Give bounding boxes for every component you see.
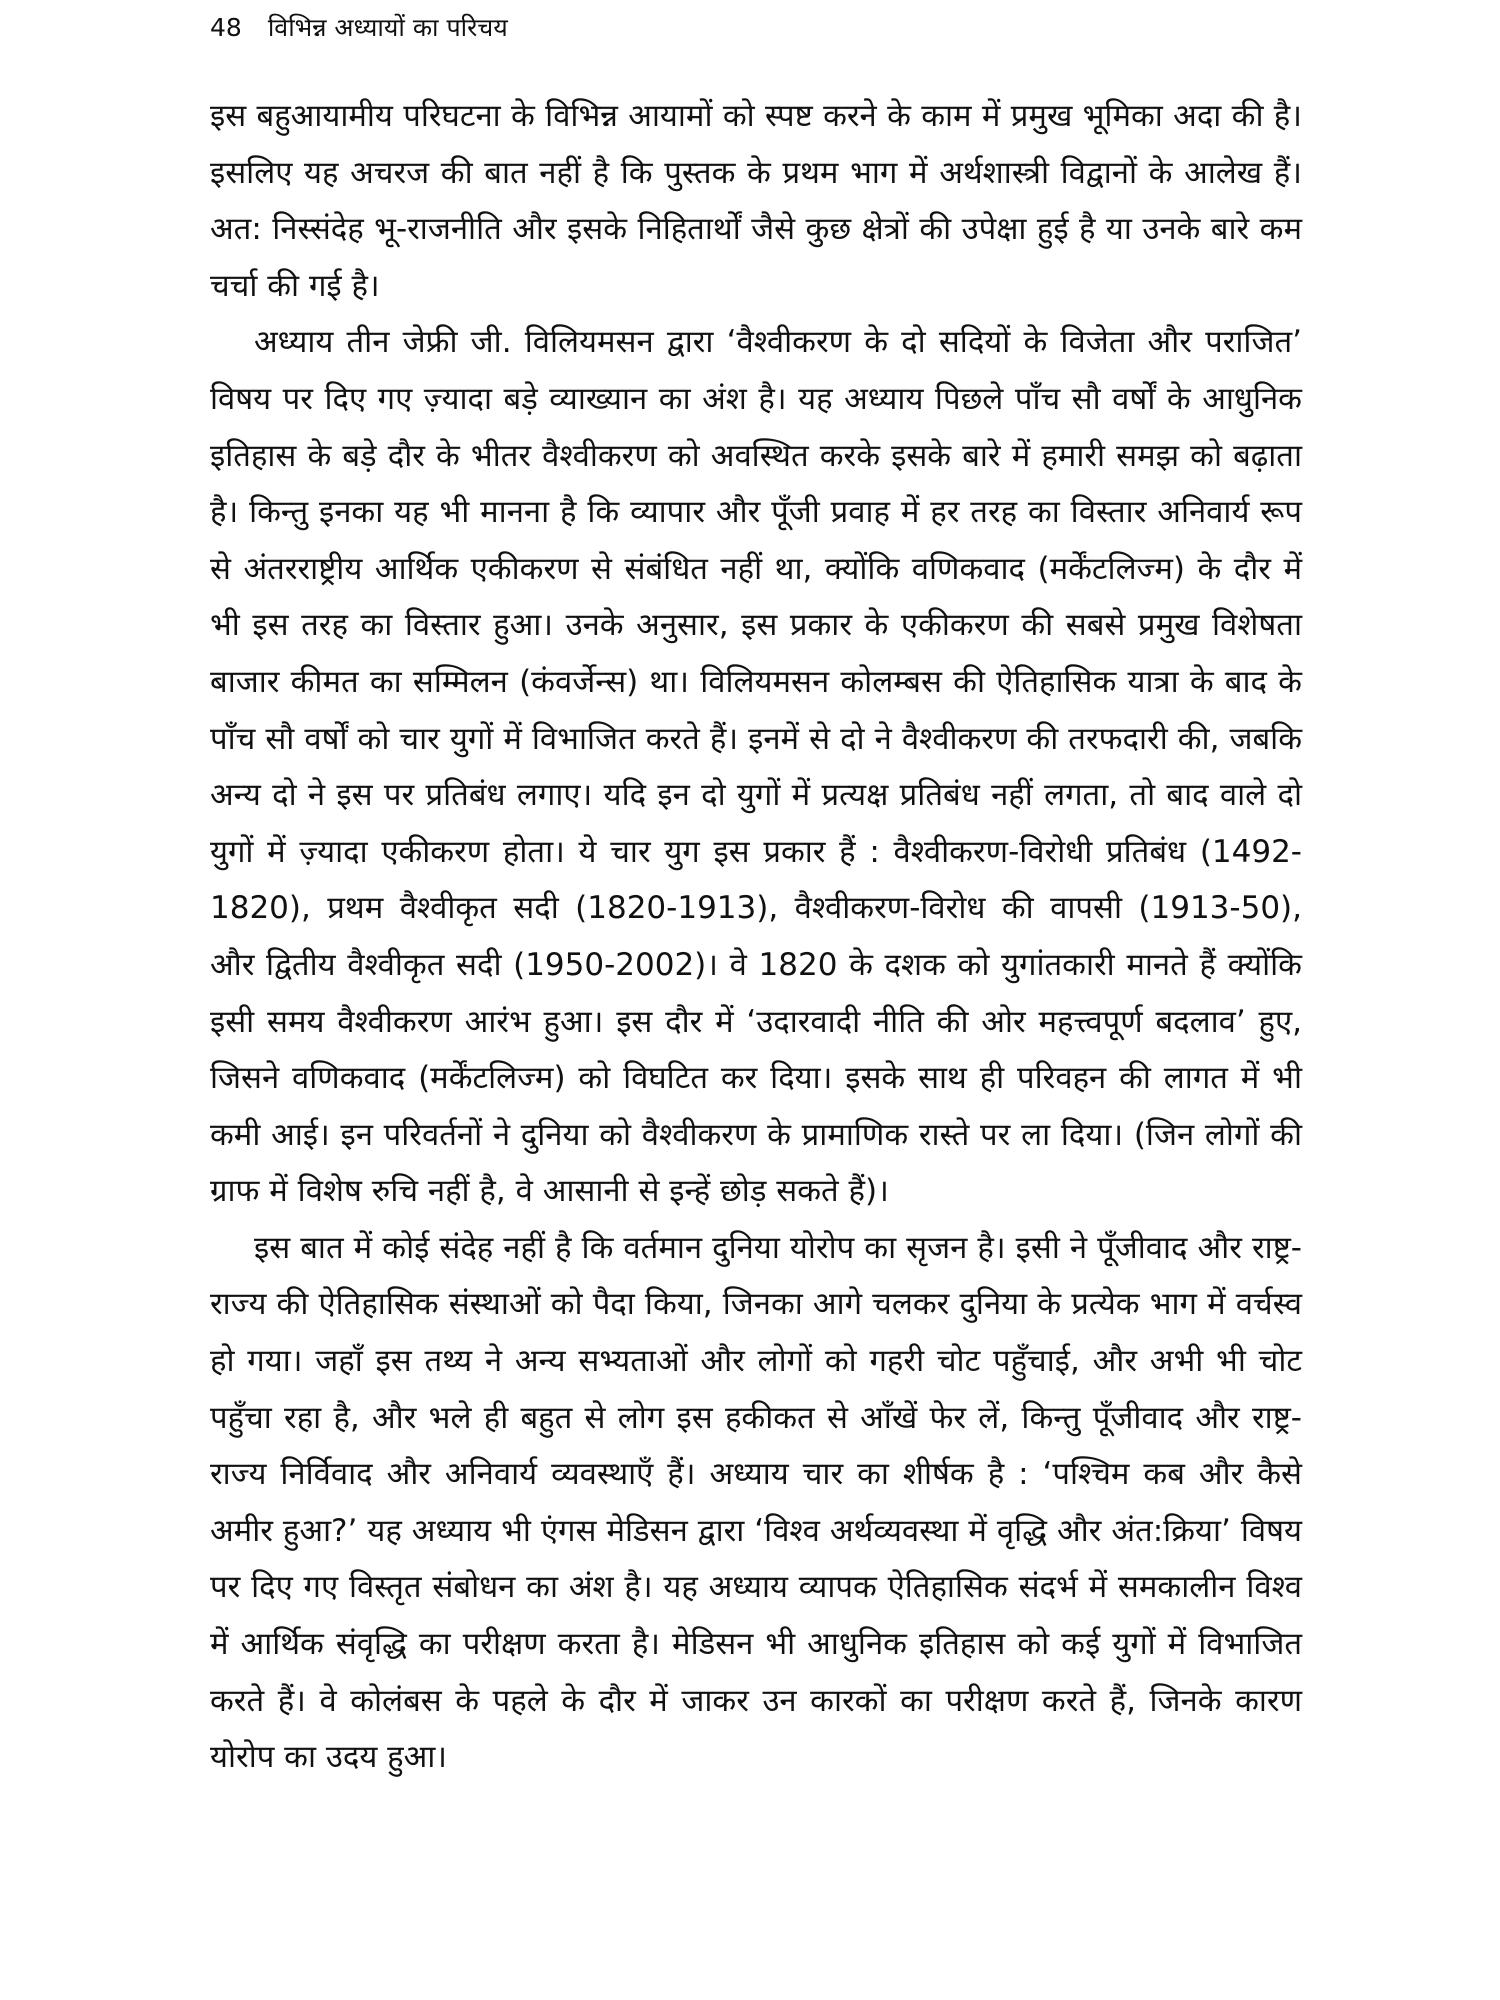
body-text: [210, 88, 1302, 1786]
paragraph-continued: इस बहुआयामीय परिघटना के विभिन्न आयामों को स्पष्ट करने के काम में प्रमुख भूमिका अदा की है। इसलिए यह अचरज की बात नहीं है कि पुस्तक के प्रथम भाग में अर्थशास्त्री विद्वानों के आलेख हैं। अत: निस्संदेह भू-राजनीति और इसके निहितार्थों जैसे कुछ क्षेत्रों की उपेक्षा हुई है या उनके बारे कम चर्चा की गई है।: [210, 98, 1302, 304]
page-number: 48: [210, 13, 242, 42]
paragraph-chapter-four: इस बात में कोई संदेह नहीं है कि वर्तमान दुनिया योरोप का सृजन है। इसी ने पूँजीवाद और राष्ट्र-राज्य की ऐतिहासिक संस्थाओं को पैदा किया, जिनका आगे चलकर दुनिया के प्रत्येक भाग में वर्चस्व हो गया। जहाँ इस तथ्य ने अन्य सभ्यताओं और लोगों को गहरी चोट पहुँचाई, और अभी भी चोट पहुँचा रहा है, और भले ही बहुत से लोग इस हकीकत से आँखें फेर लें, किन्तु पूँजीवाद और राष्ट्र-राज्य निर्विवाद और अनिवार्य व्यवस्थाएँ हैं। अध्याय चार का शीर्षक है : ‘पश्चिम कब और कैसे अमीर हुआ?’ यह अध्याय भी एंगस मेडिसन द्वारा ‘विश्व अर्थव्यवस्था में वृद्धि और अंत:क्रिया’ विषय पर दिए गए विस्तृत संबोधन का अंश है। यह अध्याय व्यापक ऐतिहासिक संदर्भ में समकालीन विश्व में आर्थिक संवृद्धि का परीक्षण करता है। मेडिसन भी आधुनिक इतिहास को कई युगों में विभाजित करते हैं। वे कोलंबस के पहले के दौर में जाकर उन कारकों का परीक्षण करते हैं, जिनके कारण योरोप का उदय हुआ।: [210, 1229, 1302, 1776]
running-title: विभिन्न अध्यायों का परिचय: [267, 13, 508, 42]
running-head: [210, 6, 508, 50]
paragraph-chapter-three: अध्याय तीन जेफ्री जी. विलियमसन द्वारा ‘वैश्वीकरण के दो सदियों के विजेता और पराजित’ विषय पर दिए गए ज़्यादा बड़े व्याख्यान का अंश है। यह अध्याय पिछले पाँच सौ वर्षों के आधुनिक इतिहास के बड़े दौर के भीतर वैश्वीकरण को अवस्थित करके इसके बारे में हमारी समझ को बढ़ाता है। किन्तु इनका यह भी मानना है कि व्यापार और पूँजी प्रवाह में हर तरह का विस्तार अनिवार्य रूप से अंतरराष्ट्रीय आर्थिक एकीकरण से संबंधित नहीं था, क्योंकि वणिकवाद (मर्केंटलिज्म) के दौर में भी इस तरह का विस्तार हुआ। उनके अनुसार, इस प्रकार के एकीकरण की सबसे प्रमुख विशेषता बाजार कीमत का सम्मिलन (कंवर्जेन्स) था। विलियमसन कोलम्बस की ऐतिहासिक यात्रा के बाद के पाँच सौ वर्षों को चार युगों में विभाजित करते हैं। इनमें से दो ने वैश्वीकरण की तरफदारी की, जबकि अन्य दो ने इस पर प्रतिबंध लगाए। यदि इन दो युगों में प्रत्यक्ष प्रतिबंध नहीं लगता, तो बाद वाले दो युगों में ज़्यादा एकीकरण होता। ये चार युग इस प्रकार हैं : वैश्वीकरण-विरोधी प्रतिबंध (1492-1820), प्रथम वैश्वीकृत सदी (1820-1913), वैश्वीकरण-विरोध की वापसी (1913-50), और द्वितीय वैश्वीकृत सदी (1950-2002)। वे 1820 के दशक को युगांतकारी मानते हैं क्योंकि इसी समय वैश्वीकरण आरंभ हुआ। इस दौर में ‘उदारवादी नीति की ओर महत्त्वपूर्ण बदलाव’ हुए, जिसने वणिकवाद (मर्केंटलिज्म) को विघटित कर दिया। इसके साथ ही परिवहन की लागत में भी कमी आई। इन परिवर्तनों ने दुनिया को वैश्वीकरण के प्रामाणिक रास्ते पर ला दिया। (जिन लोगों की ग्राफ में विशेष रुचि नहीं है, वे आसानी से इन्हें छोड़ सकते हैं)।: [210, 324, 1302, 1210]
